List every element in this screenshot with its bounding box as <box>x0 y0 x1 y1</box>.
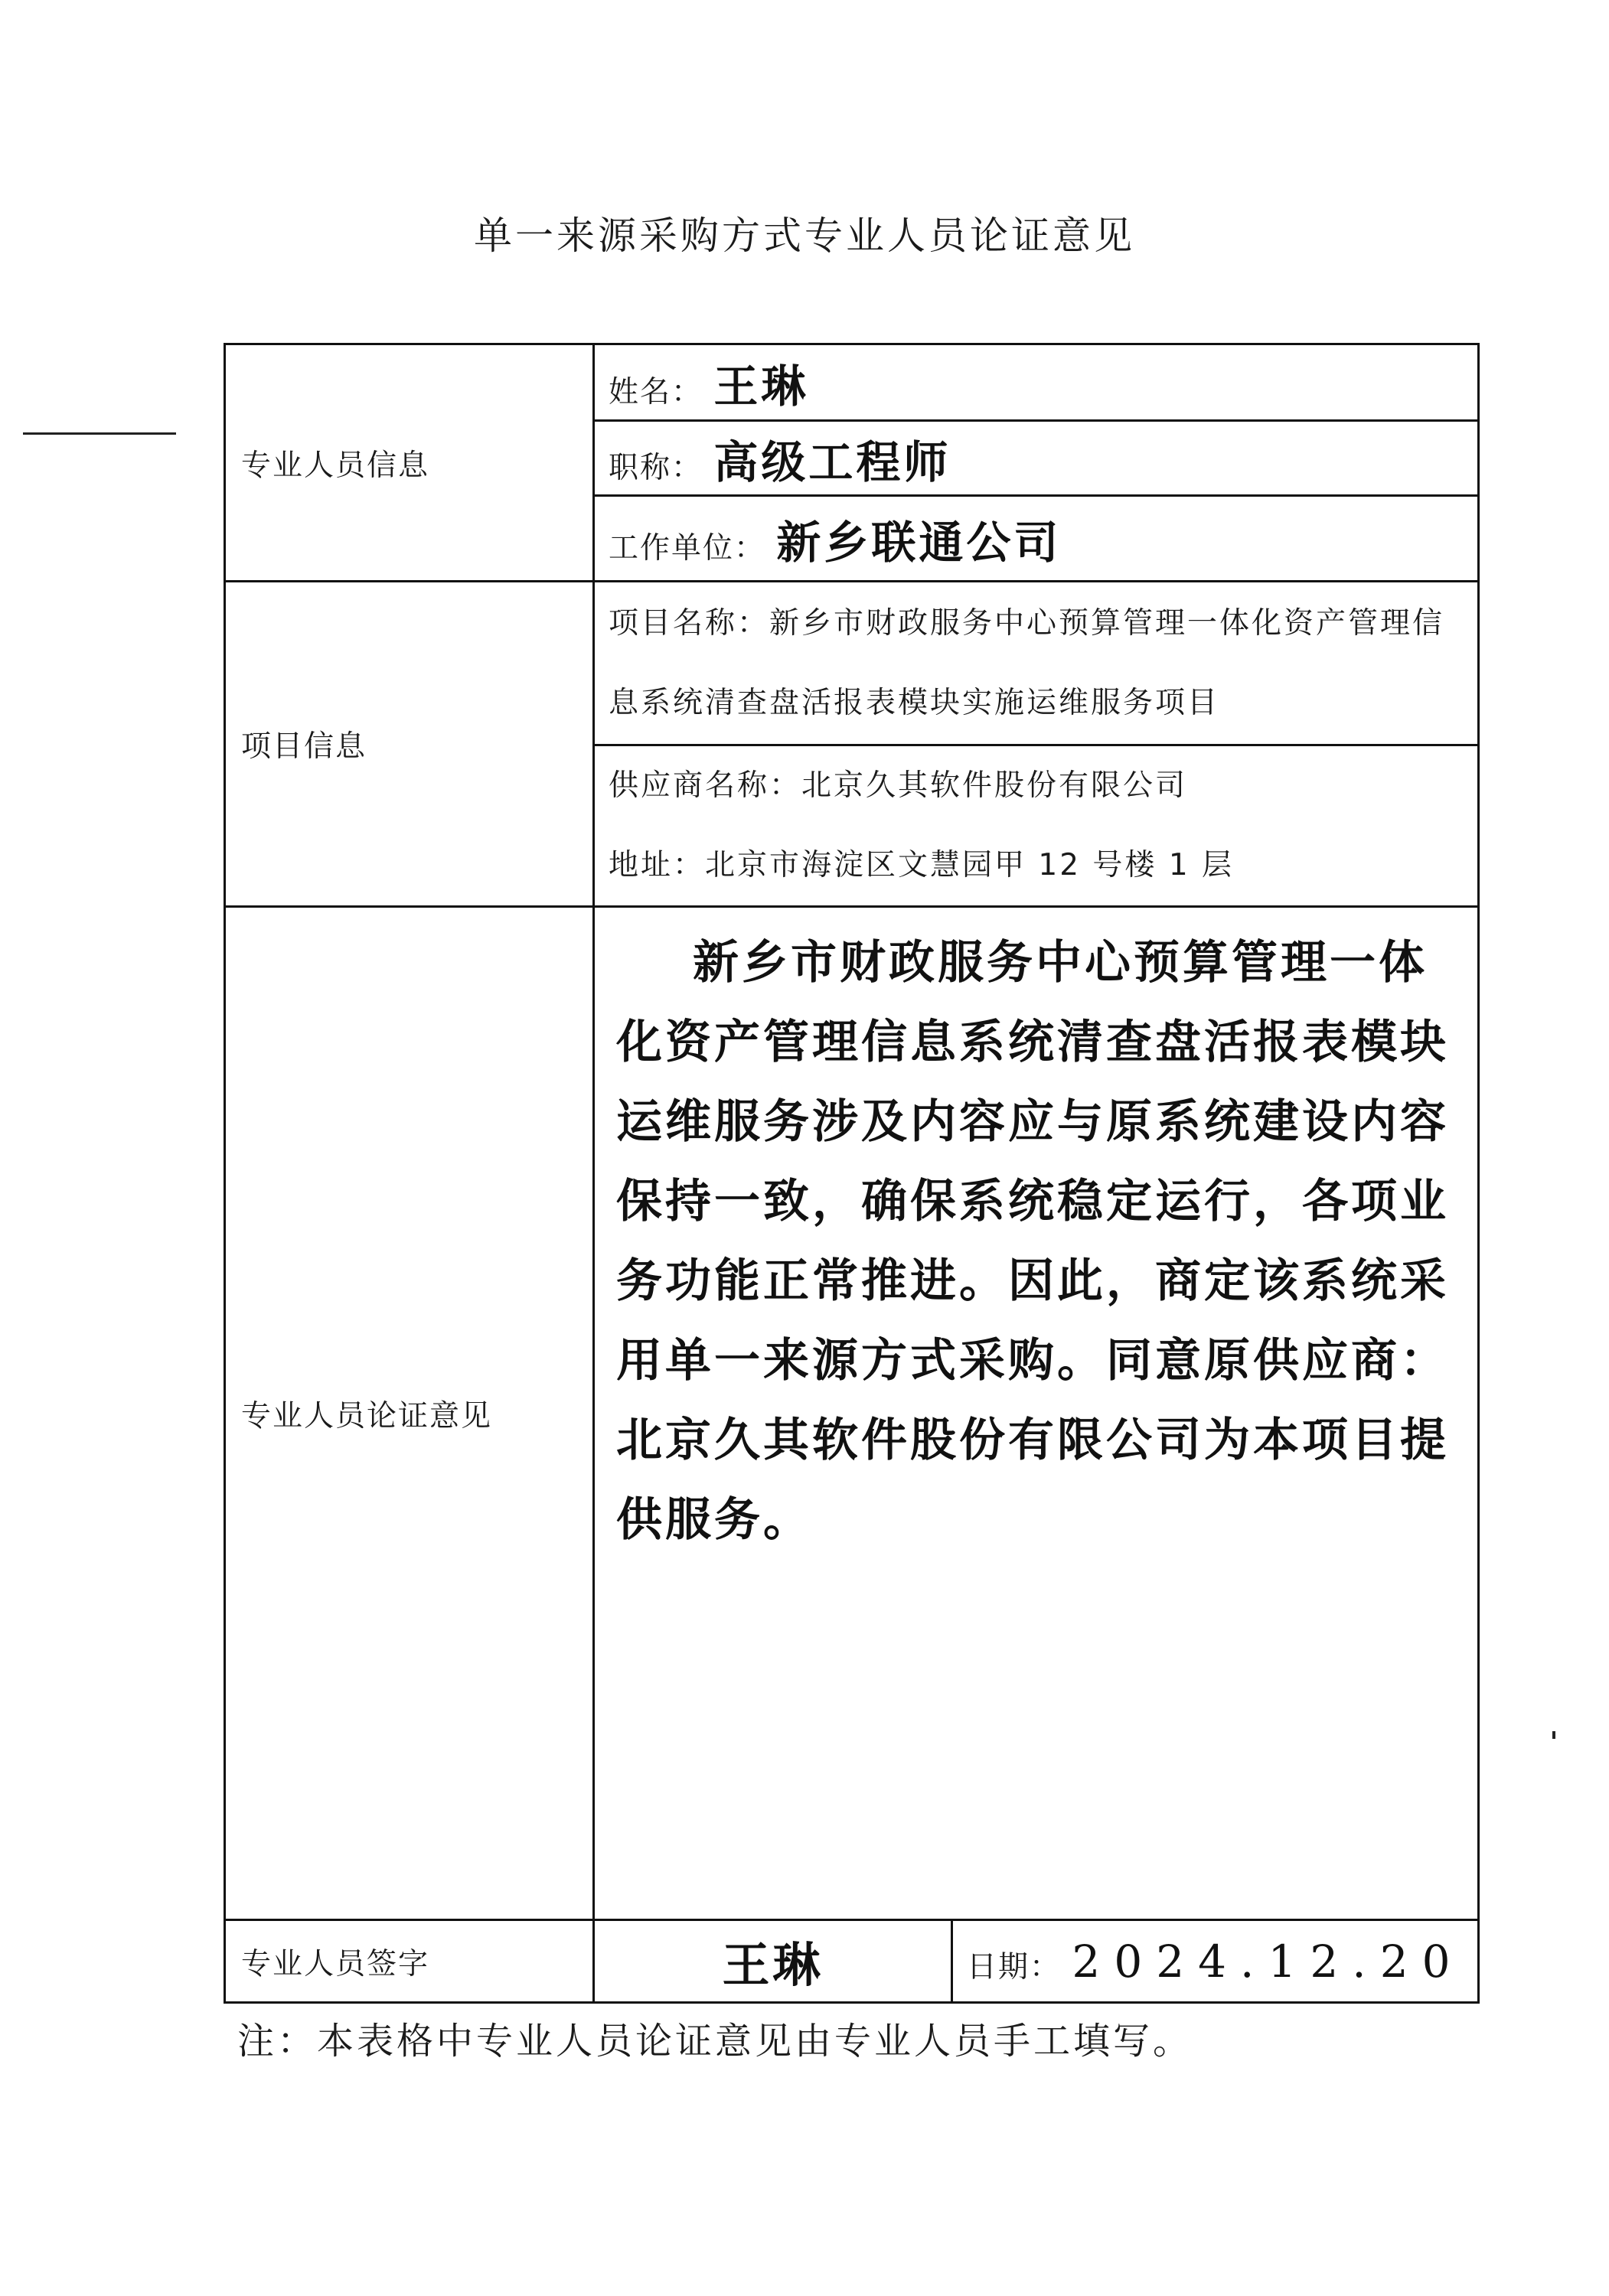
title-label: 职称： <box>609 450 703 485</box>
signature-cell <box>594 1920 952 2003</box>
footnote: 注：本表格中专业人员论证意见由专业人员手工填写。 <box>237 2020 1193 2063</box>
supplier-row <box>594 745 1479 907</box>
address-value: 北京市海淀区文慧园甲 12 号楼 1 层 <box>705 848 1235 882</box>
title-row <box>594 421 1479 496</box>
signature-value: 王琳 <box>722 1937 824 1993</box>
project-name-row <box>594 582 1479 745</box>
date-label: 日期： <box>967 1949 1062 1985</box>
signature-label: 专业人员签字 <box>225 1920 594 2003</box>
supplier-value: 北京久其软件股份有限公司 <box>801 768 1188 803</box>
project-name-label: 项目名称： <box>609 605 770 641</box>
org-label: 工作单位： <box>609 530 766 566</box>
scan-mark <box>23 432 176 435</box>
section-project: 项目信息 <box>225 582 594 907</box>
expert-opinion-form <box>224 343 1480 2004</box>
name-row <box>594 344 1479 421</box>
section-opinion: 专业人员论证意见 <box>225 907 594 1920</box>
address-label: 地址： <box>609 848 706 882</box>
date-value: 2024.12.20 <box>1072 1935 1464 1988</box>
date-cell <box>952 1920 1479 2003</box>
org-value: 新乡联通公司 <box>776 516 1062 569</box>
project-name-value: 新乡市财政服务中心预算管理一体化资产管理信息系统清查盘活报表模块实施运维服务项目 <box>609 605 1445 720</box>
page-title: 单一来源采购方式专业人员论证意见 <box>474 214 1135 258</box>
supplier-label: 供应商名称： <box>609 768 802 803</box>
scan-mark <box>1552 1731 1555 1739</box>
name-value: 王琳 <box>713 360 809 413</box>
opinion-text: 新乡市财政服务中心预算管理一体化资产管理信息系统清查盘活报表模块运维服务涉及内容应与原系统建设内容保持一致，确保系统稳定运行，各项业务功能正常推进。因此，商定该系统采用单一来源方式采购。同意原供应商：北京久其软件股份有限公司为本项目提供服务。 <box>594 907 1479 1920</box>
title-value: 高级工程师 <box>713 435 951 488</box>
org-row <box>594 496 1479 582</box>
section-expert-info: 专业人员信息 <box>225 344 594 582</box>
name-label: 姓名： <box>609 374 703 409</box>
